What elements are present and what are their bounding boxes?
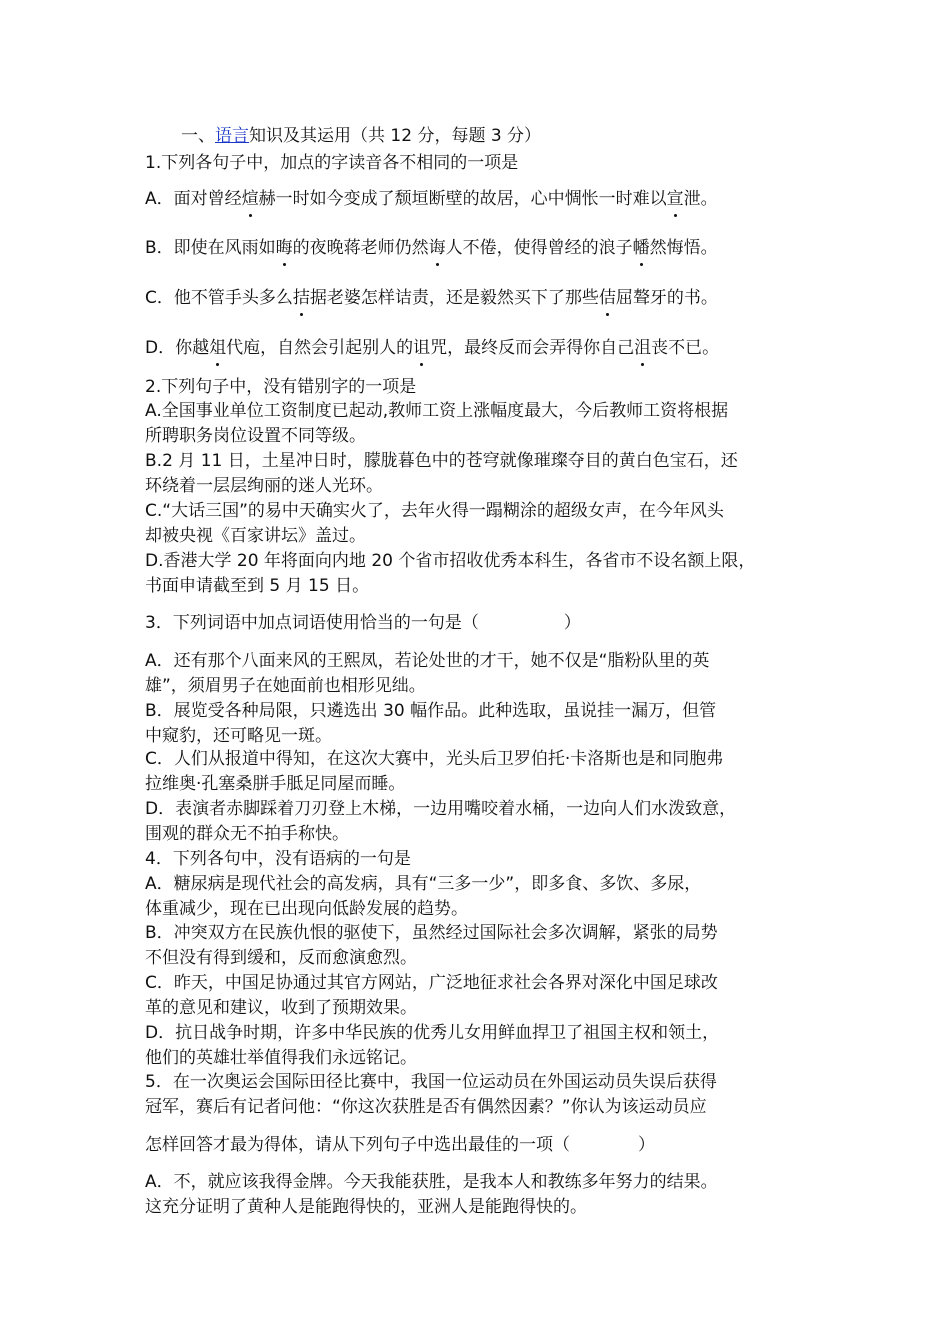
q2-option-c-line2: 却被央视《百家讲坛》盖过。 bbox=[145, 526, 366, 546]
title-prefix: 一、 bbox=[181, 126, 215, 146]
q2-option-c-line1: C.“大话三国”的易中天确实火了，去年火得一蹋糊涂的超级女声，在今年风头 bbox=[145, 501, 724, 521]
text-segment: 人不倦，使得曾经的浪子 bbox=[445, 238, 633, 258]
q1-stem: 1.下列各句子中，加点的字读音各不相同的一项是 bbox=[145, 153, 519, 173]
dotted-char: 煊 bbox=[241, 189, 259, 209]
q1-option-b bbox=[145, 236, 718, 260]
text-segment: 据老婆怎样诘责，还是毅然买下了那些 bbox=[309, 288, 599, 308]
text-segment: 赫一时如今变成了颓垣断壁的故居，心中惆怅一时难以 bbox=[258, 189, 667, 209]
q3-option-d-line1: D．表演者赤脚踩着刀刃登上木梯，一边用嘴咬着水桶，一边向人们水泼致意， bbox=[145, 799, 737, 819]
text-segment: A．面对曾经 bbox=[145, 189, 242, 209]
q3-option-a-line1: A．还有那个八面来风的王熙凤，若论处世的才干，她不仅是“脂粉队里的英 bbox=[145, 651, 710, 671]
q4-option-d-line2: 他们的英雄壮举值得我们永远铭记。 bbox=[145, 1048, 417, 1068]
text-segment: 丧不已。 bbox=[651, 338, 720, 358]
q1-option-c bbox=[145, 286, 718, 310]
q2-option-d-line1: D.香港大学 20 年将面向内地 20 个省市招收优秀本科生，各省市不设名额上限， bbox=[145, 551, 756, 571]
q3-option-c-line2: 拉维奥·孔塞桑胼手胝足同屋而睡。 bbox=[145, 774, 406, 794]
text-segment: B．即使在风雨如 bbox=[145, 238, 276, 258]
dotted-char: 幡 bbox=[632, 238, 650, 258]
q1-option-a bbox=[145, 187, 718, 211]
text-segment: 代庖，自然会引起别人的 bbox=[226, 338, 414, 358]
q1-option-d bbox=[145, 336, 719, 360]
text-segment: 然悔悟。 bbox=[649, 238, 718, 258]
section-title bbox=[181, 124, 541, 148]
q4-option-b-line1: B．冲突双方在民族仇恨的驱使下，虽然经过国际社会多次调解，紧张的局势 bbox=[145, 923, 718, 943]
q5-stem-line2: 冠军，赛后有记者问他：“你这次获胜是否有偶然因素？”你认为该运动员应 bbox=[145, 1097, 707, 1117]
q2-option-d-line2: 书面申请截至到 5 月 15 日。 bbox=[145, 576, 370, 596]
q4-option-c-line1: C．昨天，中国足协通过其官方网站，广泛地征求社会各界对深化中国足球改 bbox=[145, 973, 718, 993]
q3-option-a-line2: 雄”，须眉男子在她面前也相形见绌。 bbox=[145, 676, 426, 696]
q5-option-a-line2: 这充分证明了黄种人是能跑得快的，亚洲人是能跑得快的。 bbox=[145, 1197, 587, 1217]
title-suffix: 知识及其运用（共 12 分，每题 3 分） bbox=[249, 126, 542, 146]
q2-option-b-line1: B.2 月 11 日，土星冲日时，朦胧暮色中的苍穹就像璀璨夺目的黄白色宝石，还 bbox=[145, 451, 738, 471]
dotted-char: 晦 bbox=[275, 238, 293, 258]
q2-option-a-line2: 所聘职务岗位设置不同等级。 bbox=[145, 426, 366, 446]
q5-option-a-line1: A．不，就应该我得金牌。今天我能获胜，是我本人和教练多年努力的结果。 bbox=[145, 1172, 718, 1192]
dotted-char: 宣 bbox=[666, 189, 684, 209]
q4-option-b-line2: 不但没有得到缓和，反而愈演愈烈。 bbox=[145, 948, 417, 968]
q4-option-c-line2: 革的意见和建议，收到了预期效果。 bbox=[145, 998, 417, 1018]
dotted-char: 佶 bbox=[598, 288, 616, 308]
q4-stem: 4．下列各句中，没有语病的一句是 bbox=[145, 849, 411, 869]
q5-stem-line3: 怎样回答才最为得体，请从下列句子中选出最佳的一项（ ） bbox=[145, 1135, 655, 1155]
text-segment: 屈聱牙的书。 bbox=[615, 288, 718, 308]
q3-option-b-line1: B．展览受各种局限，只遴选出 30 幅作品。此种选取，虽说挂一漏万，但管 bbox=[145, 701, 717, 721]
q3-option-d-line2: 围观的群众无不拍手称快。 bbox=[145, 824, 349, 844]
dotted-char: 诅 bbox=[413, 338, 431, 358]
text-segment: 泄。 bbox=[683, 189, 718, 209]
q3-option-c-line1: C．人们从报道中得知，在这次大赛中，光头后卫罗伯托·卡洛斯也是和同胞弗 bbox=[145, 749, 724, 769]
q2-option-b-line2: 环绕着一层层绚丽的迷人光环。 bbox=[145, 476, 383, 496]
q2-stem: 2.下列句子中，没有错别字的一项是 bbox=[145, 377, 417, 397]
dotted-char: 俎 bbox=[209, 338, 227, 358]
q4-option-a-line1: A．糖尿病是现代社会的高发病，具有“三多一少”，即多食、多饮、多尿， bbox=[145, 874, 702, 894]
text-segment: C．他不管手头多么 bbox=[145, 288, 293, 308]
q2-option-a-line1: A.全国事业单位工资制度已起动,教师工资上涨幅度最大，今后教师工资将根据 bbox=[145, 401, 729, 421]
dotted-char: 诲 bbox=[428, 238, 446, 258]
text-segment: 咒，最终反而会弄得你自己 bbox=[430, 338, 635, 358]
dotted-char: 拮 bbox=[292, 288, 310, 308]
q5-stem-line1: 5．在一次奥运会国际田径比赛中，我国一位运动员在外国运动员失误后获得 bbox=[145, 1072, 717, 1092]
q4-option-a-line2: 体重减少，现在已出现向低龄发展的趋势。 bbox=[145, 899, 468, 919]
text-segment: 的夜晚蒋老师仍然 bbox=[292, 238, 429, 258]
title-link[interactable]: 语言 bbox=[215, 126, 249, 146]
q4-option-d-line1: D．抗日战争时期，许多中华民族的优秀儿女用鲜血捍卫了祖国主权和领土， bbox=[145, 1023, 720, 1043]
dotted-char: 沮 bbox=[634, 338, 652, 358]
q3-option-b-line2: 中窥豹，还可略见一斑。 bbox=[145, 726, 332, 746]
text-segment: D．你越 bbox=[145, 338, 210, 358]
q3-stem: 3．下列词语中加点词语使用恰当的一句是（ ） bbox=[145, 613, 581, 633]
